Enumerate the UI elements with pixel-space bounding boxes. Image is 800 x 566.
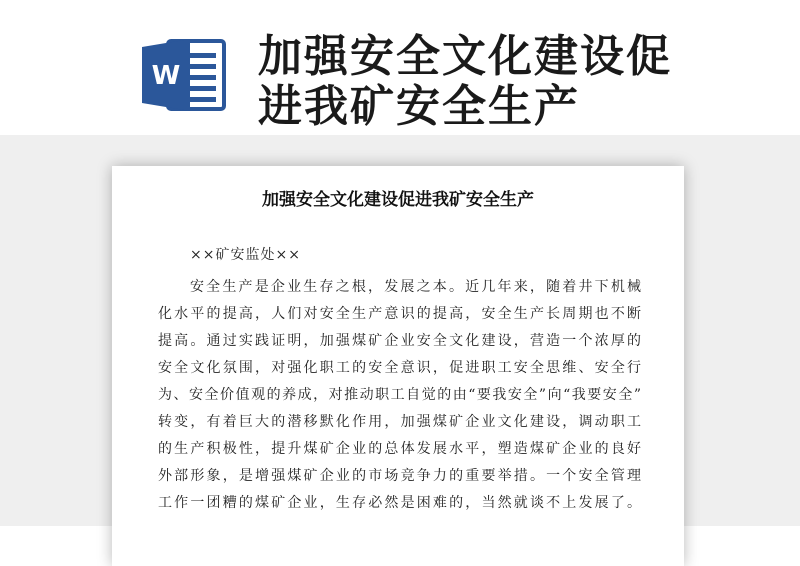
document-page <box>112 166 684 566</box>
paragraph-line: 转变，有着巨大的潜移默化作用，加强煤矿企业文化建设，调动职工 <box>158 414 642 430</box>
document-author: ××矿安监处×× <box>190 247 301 263</box>
paragraph-line: 安全文化氛围，对强化职工的安全意识，促进职工安全思维、安全行 <box>158 360 642 376</box>
paragraph-line: 工作一团糟的煤矿企业，生存必然是困难的，当然就谈不上发展了。 <box>158 495 642 511</box>
banner-title-line-2: 进我矿安全生产 <box>258 81 580 132</box>
header-banner <box>0 0 800 135</box>
paragraph-line: 外部形象，是增强煤矿企业的市场竞争力的重要举措。一个安全管理 <box>158 468 642 484</box>
paragraph-line: 化水平的提高，人们对安全生产意识的提高，安全生产长周期也不断 <box>158 306 642 322</box>
word-icon-letter: W <box>151 61 181 91</box>
banner-title <box>258 32 698 132</box>
paragraph-line: 为、安全价值观的养成，对推动职工自觉的由“要我安全”向“我要安全” <box>158 387 642 403</box>
paragraph-line: 提高。通过实践证明，加强煤矿企业安全文化建设，营造一个浓厚的 <box>158 333 642 349</box>
document-body <box>158 274 642 517</box>
word-document-icon <box>140 37 228 113</box>
paragraph-line: 的生产积极性，提升煤矿企业的总体发展水平，塑造煤矿企业的良好 <box>158 441 642 457</box>
document-heading: 加强安全文化建设促进我矿安全生产 <box>262 190 534 210</box>
paragraph-line: 安全生产是企业生存之根，发展之本。近几年来，随着井下机械 <box>190 279 642 295</box>
banner-title-line-1: 加强安全文化建设促 <box>258 31 672 82</box>
